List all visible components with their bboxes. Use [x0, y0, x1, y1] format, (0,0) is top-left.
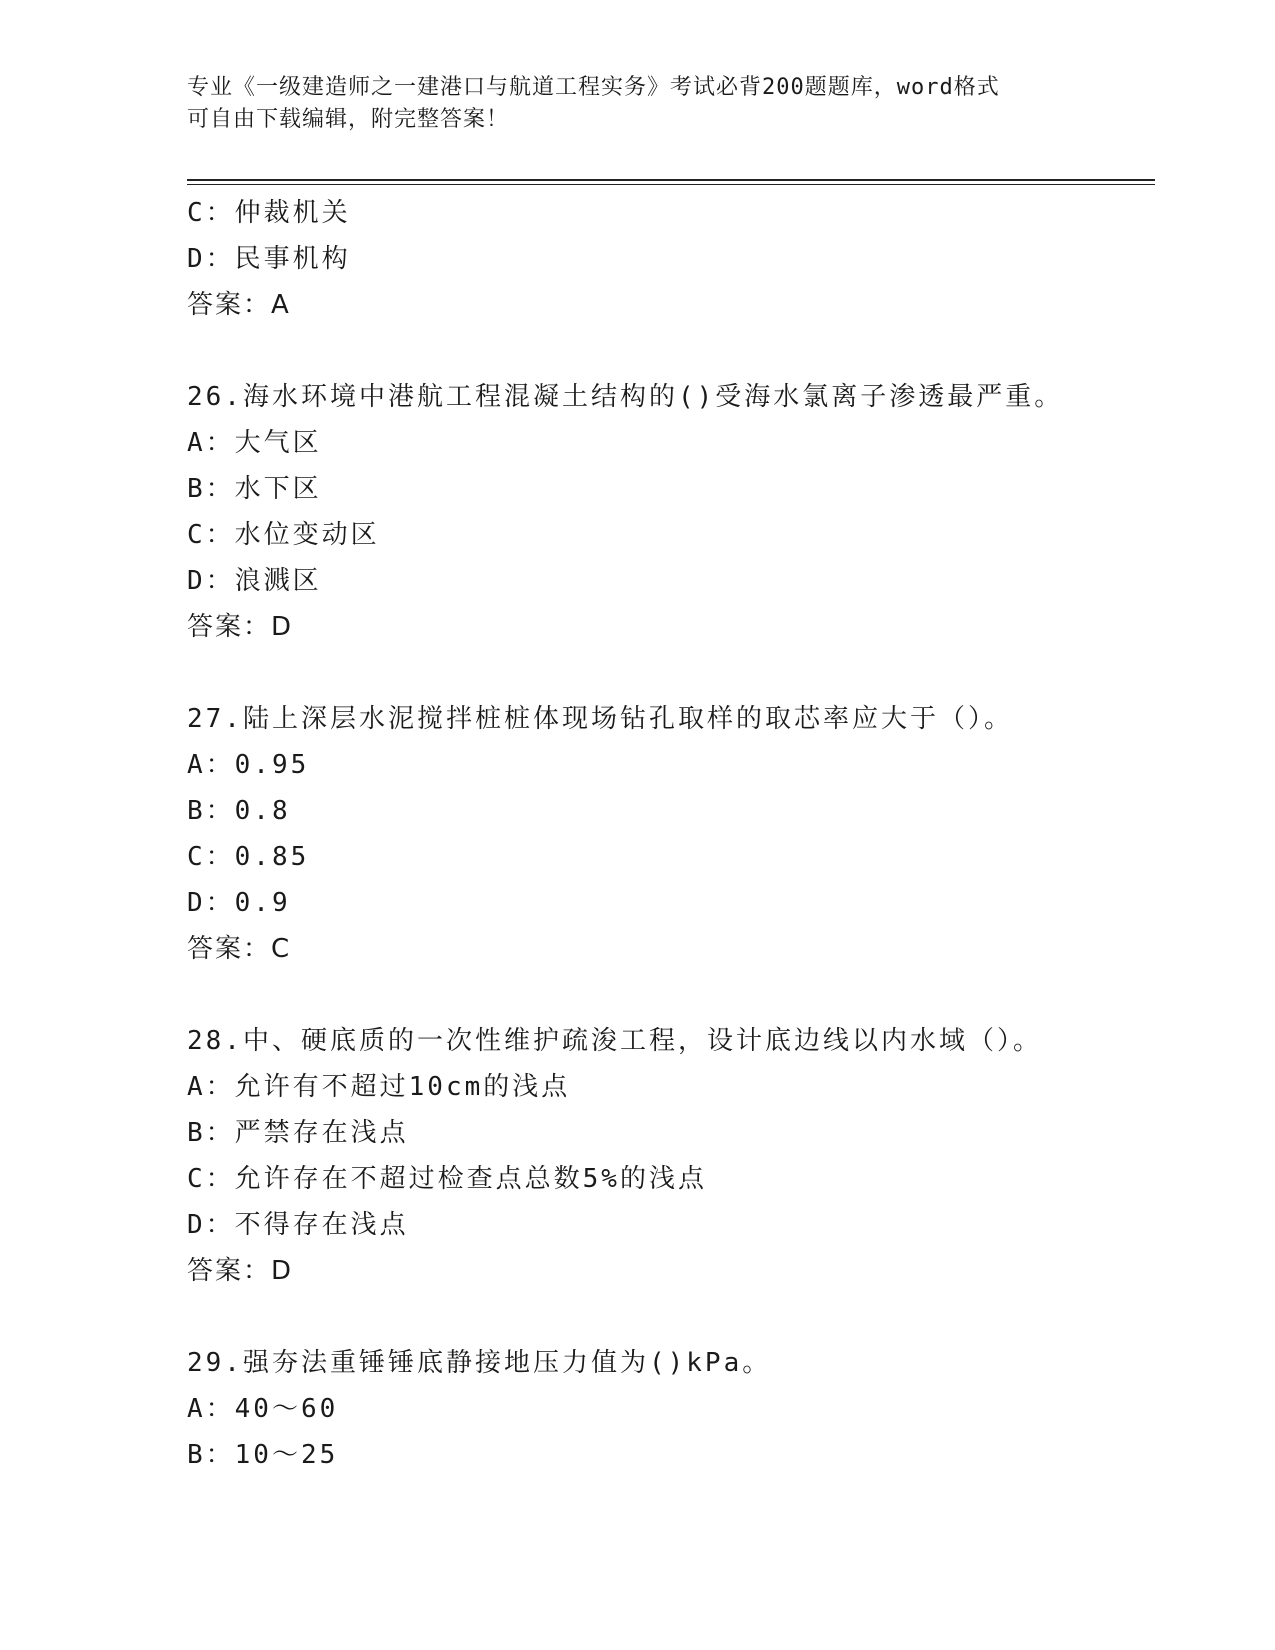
question-26 — [187, 374, 1155, 650]
spacer — [187, 328, 1155, 374]
option-c: C：仲裁机关 — [187, 198, 351, 228]
option-b: B：0.8 — [187, 796, 291, 826]
spacer — [187, 650, 1155, 696]
option-a: A：0.95 — [187, 750, 310, 780]
question-25 — [187, 190, 1155, 328]
question-29 — [187, 1340, 1155, 1478]
answer: 答案：C — [187, 934, 292, 964]
option-a: A：40～60 — [187, 1394, 339, 1424]
header-line-1: 专业《一级建造师之一建港口与航道工程实务》考试必背200题题库，word格式 — [187, 75, 1000, 100]
spacer — [187, 972, 1155, 1018]
spacer — [187, 1294, 1155, 1340]
document-header — [187, 72, 1087, 136]
option-d: D：民事机构 — [187, 244, 351, 274]
option-b: B：10～25 — [187, 1440, 339, 1470]
option-a: A：大气区 — [187, 428, 322, 458]
header-divider-thick — [187, 179, 1155, 181]
question-stem: 29.强夯法重锤锤底静接地压力值为()kPa。 — [187, 1348, 772, 1378]
question-stem: 28.中、硬底质的一次性维护疏浚工程，设计底边线以内水域（）。 — [187, 1026, 1042, 1056]
option-d: D：0.9 — [187, 888, 291, 918]
option-d: D：不得存在浅点 — [187, 1210, 409, 1240]
option-d: D：浪溅区 — [187, 566, 322, 596]
option-a: A：允许有不超过10cm的浅点 — [187, 1072, 571, 1102]
answer: 答案：D — [187, 1256, 294, 1286]
header-line-2: 可自由下载编辑，附完整答案！ — [187, 107, 510, 132]
question-stem: 26.海水环境中港航工程混凝土结构的()受海水氯离子渗透最严重。 — [187, 382, 1064, 412]
question-stem: 27.陆上深层水泥搅拌桩桩体现场钻孔取样的取芯率应大于（）。 — [187, 704, 1013, 734]
answer: 答案：A — [187, 290, 291, 320]
question-28 — [187, 1018, 1155, 1294]
option-c: C：允许存在不超过检查点总数5%的浅点 — [187, 1164, 707, 1194]
option-c: C：0.85 — [187, 842, 310, 872]
header-divider-thin — [187, 184, 1155, 185]
question-27 — [187, 696, 1155, 972]
question-list — [187, 190, 1155, 1478]
answer: 答案：D — [187, 612, 294, 642]
option-c: C：水位变动区 — [187, 520, 380, 550]
option-b: B：水下区 — [187, 474, 322, 504]
option-b: B：严禁存在浅点 — [187, 1118, 409, 1148]
